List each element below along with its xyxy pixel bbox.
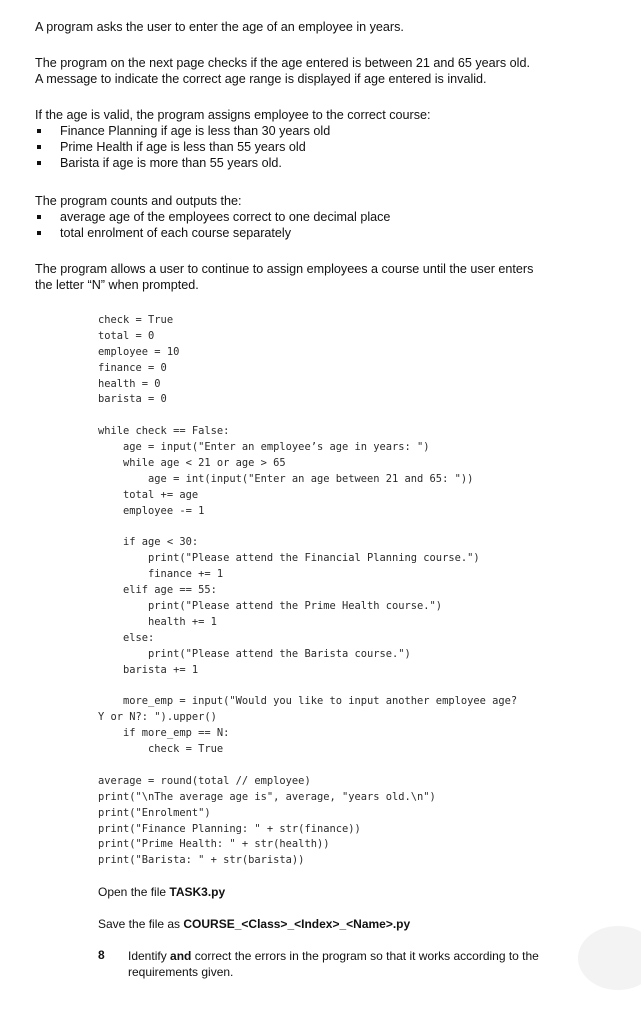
- save-file-line: [98, 916, 410, 932]
- open-file-name: TASK3.py: [169, 885, 226, 899]
- bullet-icon: [37, 145, 41, 149]
- course-text: Barista if age is more than 55 years old.: [60, 156, 282, 170]
- course-text: Prime Health if age is less than 55 years old: [60, 140, 306, 154]
- question-pre: Identify: [128, 949, 171, 963]
- save-file-prefix: Save the file as: [98, 917, 184, 931]
- code-line: if more_emp == N:: [98, 727, 230, 740]
- code-line: health += 1: [98, 615, 217, 628]
- code-blank-line: [98, 408, 517, 424]
- question-line: [128, 948, 539, 964]
- code-line: if age < 30:: [98, 536, 199, 549]
- page-corner-shape: [578, 926, 641, 990]
- code-line: print("Please attend the Barista course."): [98, 647, 411, 660]
- output-text: total enrolment of each course separately: [60, 226, 292, 240]
- loop-line: The program allows a user to continue to assign employees a course until the user enters: [35, 262, 534, 276]
- course-text: Finance Planning if age is less than 30 years old: [60, 124, 331, 138]
- code-line: print("Barista: " + str(barista)): [98, 854, 305, 867]
- code-line: print("Please attend the Financial Planning course."): [98, 552, 480, 565]
- code-line: print("Enrolment"): [98, 806, 211, 819]
- code-line: print("Please attend the Prime Health course."): [98, 600, 443, 613]
- code-line: elif age == 55:: [98, 584, 217, 597]
- question-post: correct the errors in the program so that it works according to the: [191, 949, 539, 963]
- code-line: barista += 1: [98, 663, 199, 676]
- code-line: print("Finance Planning: " + str(finance)): [98, 822, 361, 835]
- open-file-line: [98, 884, 225, 900]
- bullet-icon: [37, 215, 41, 219]
- question-line-2: requirements given.: [128, 965, 234, 979]
- range-check-line: The program on the next page checks if the age entered is between 21 and 65 years old.: [35, 56, 530, 70]
- open-file-prefix: Open the file: [98, 885, 170, 899]
- code-line: total = 0: [98, 329, 155, 342]
- code-line: employee -= 1: [98, 504, 205, 517]
- invalid-message-line: A message to indicate the correct age range is displayed if age entered is invalid.: [35, 72, 487, 86]
- code-line: check = True: [98, 743, 224, 756]
- question-number: 8: [98, 948, 105, 962]
- bullet-icon: [37, 129, 41, 133]
- code-line: Y or N?: ").upper(): [98, 711, 217, 724]
- code-line: barista = 0: [98, 393, 167, 406]
- code-line: check = True: [98, 314, 174, 326]
- code-blank-line: [98, 520, 517, 536]
- bullet-icon: [37, 231, 41, 235]
- code-line: finance = 0: [98, 361, 167, 374]
- code-blank-line: [98, 678, 517, 694]
- code-listing: [98, 313, 517, 869]
- code-line: age = input("Enter an employee’s age in years: "): [98, 441, 430, 454]
- code-line: finance += 1: [98, 568, 224, 581]
- code-line: more_emp = input("Would you like to input another employee age?: [98, 695, 518, 708]
- code-line: else:: [98, 631, 155, 644]
- output-text: average age of the employees correct to one decimal place: [60, 210, 391, 224]
- intro-line: A program asks the user to enter the age of an employee in years.: [35, 20, 404, 34]
- code-line: total += age: [98, 488, 199, 501]
- code-line: while age < 21 or age > 65: [98, 457, 286, 470]
- code-line: employee = 10: [98, 345, 180, 358]
- course-assign-line: If the age is valid, the program assigns employee to the correct course:: [35, 108, 431, 122]
- save-file-name: COURSE_<Class>_<Index>_<Name>.py: [183, 917, 411, 931]
- outputs-line: The program counts and outputs the:: [35, 194, 242, 208]
- code-line: health = 0: [98, 377, 161, 390]
- code-line: age = int(input("Enter an age between 21 and 65: ")): [98, 472, 474, 485]
- code-line: print("\nThe average age is", average, "years old.\n"): [98, 790, 436, 803]
- question-text: [128, 948, 539, 980]
- code-line: average = round(total // employee): [98, 774, 311, 787]
- code-blank-line: [98, 758, 517, 774]
- loop-line-2: the letter “N” when prompted.: [35, 278, 199, 292]
- code-line: while check == False:: [98, 425, 230, 438]
- bullet-icon: [37, 161, 41, 165]
- code-line: print("Prime Health: " + str(health)): [98, 838, 330, 851]
- question-bold: and: [170, 949, 192, 963]
